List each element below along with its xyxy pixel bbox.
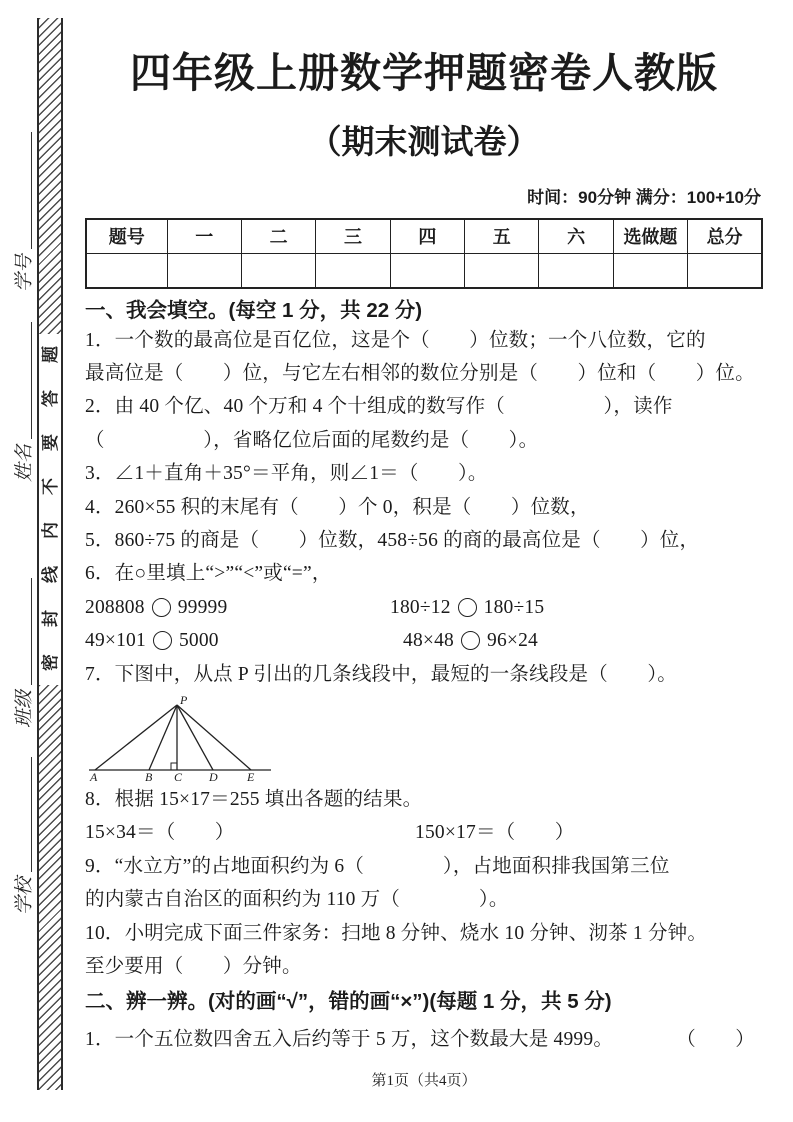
hatch-pattern-top bbox=[39, 18, 61, 334]
question-2-line-2: （ ），省略亿位后面的尾数约是（ ）。 bbox=[85, 429, 539, 451]
score-col-1: 一 bbox=[167, 219, 241, 254]
seal-character: 封 bbox=[40, 610, 60, 627]
score-cell bbox=[465, 253, 539, 288]
question-3: 3．∠1＋直角＋35°＝平角，则∠1＝（ ）。 bbox=[85, 463, 488, 485]
class-label: 班级 bbox=[14, 689, 35, 728]
score-col-total: 总分 bbox=[688, 219, 762, 254]
point-label-a: A bbox=[90, 769, 98, 783]
question-10-line-2: 至少要用（ ）分钟。 bbox=[85, 956, 302, 977]
score-col-6: 六 bbox=[539, 219, 613, 254]
section-2-heading: 二、辨一辨。(对的画“√”，错的画“×”)(每题 1 分，共 5 分) bbox=[85, 990, 612, 1014]
score-cell bbox=[688, 253, 762, 288]
question-8-answer-right bbox=[415, 816, 574, 849]
question-8-answers-row bbox=[85, 816, 763, 849]
student-field-class bbox=[10, 578, 34, 728]
score-cell bbox=[613, 253, 687, 288]
score-cell bbox=[390, 253, 464, 288]
score-col-optional: 选做题 bbox=[613, 219, 687, 254]
comparison-left-value: 208808 bbox=[85, 596, 145, 618]
point-label-c: C bbox=[174, 769, 183, 783]
comparison-left-value: 48×48 bbox=[403, 630, 454, 652]
comparison-right-value: 96×24 bbox=[487, 630, 538, 652]
seal-character: 要 bbox=[40, 434, 60, 451]
seal-character: 不 bbox=[40, 478, 60, 495]
comparison-right-value: 99999 bbox=[177, 596, 228, 618]
seal-line-strip bbox=[37, 18, 63, 1090]
question-5: 5．860÷75 的商是（ ）位数，458÷56 的商的最高位是（ ）位， bbox=[85, 529, 700, 551]
score-col-2: 二 bbox=[241, 219, 315, 254]
question-8: 8．根据 15×17＝255 填出各题的结果。 bbox=[85, 788, 423, 810]
student-id-blank-line bbox=[27, 132, 32, 249]
score-col-4: 四 bbox=[390, 219, 464, 254]
question-8-answer-left bbox=[85, 816, 415, 849]
score-cell bbox=[241, 253, 315, 288]
name-blank-line bbox=[27, 322, 32, 439]
student-id-label: 学号 bbox=[14, 253, 35, 292]
name-label: 姓名 bbox=[14, 443, 35, 482]
student-field-name bbox=[10, 322, 34, 482]
comparison-circle-blank bbox=[152, 598, 171, 617]
exam-content bbox=[85, 0, 763, 1090]
section-2-question-1-text: 1．一个五位数四舍五入后约等于 5 万，这个数最大是 4999。 bbox=[85, 1029, 614, 1051]
section-1-heading: 一、我会填空。(每空 1 分，共 22 分) bbox=[85, 298, 423, 322]
question-8-answer-right-text: 150×17＝（ ） bbox=[415, 822, 575, 844]
question-10-line-1: 10．小明完成下面三件家务：扫地 8 分钟、烧水 10 分钟、沏茶 1 分钟。 bbox=[85, 922, 708, 944]
score-table bbox=[85, 218, 763, 289]
comparison-circle-blank bbox=[461, 631, 480, 650]
page-subtitle: （期末测试卷） bbox=[308, 123, 540, 161]
seal-character: 题 bbox=[40, 346, 60, 363]
comparison-circle-blank bbox=[153, 631, 172, 650]
comparison-item bbox=[403, 624, 538, 657]
comparison-row-1 bbox=[85, 591, 763, 624]
section-2-question-1-answer-blank: （ ） bbox=[676, 1029, 755, 1051]
seal-character: 内 bbox=[40, 522, 60, 539]
comparison-circle-blank bbox=[458, 598, 477, 617]
question-1-line-2: 最高位是（ ）位，与它左右相邻的数位分别是（ ）位和（ ）位。 bbox=[85, 362, 755, 384]
comparison-item bbox=[85, 624, 403, 657]
score-cell bbox=[167, 253, 241, 288]
question-7: 7．下图中，从点 P 引出的几条线段中，最短的一条线段是（ ）。 bbox=[85, 663, 677, 685]
score-col-5: 五 bbox=[465, 219, 539, 254]
score-cell bbox=[86, 253, 167, 288]
comparison-item bbox=[85, 591, 390, 624]
student-field-student-id bbox=[10, 132, 34, 292]
score-col-3: 三 bbox=[316, 219, 390, 254]
comparison-left-value: 49×101 bbox=[85, 630, 146, 652]
seal-character: 密 bbox=[40, 654, 60, 671]
comparison-right-value: 180÷15 bbox=[483, 596, 545, 618]
score-col-question-number: 题号 bbox=[86, 219, 167, 254]
section-2-question-1 bbox=[85, 1023, 763, 1056]
page-number-footer: 第1页（共4页） bbox=[371, 1072, 477, 1089]
page-title: 四年级上册数学押题密卷人教版 bbox=[130, 50, 718, 96]
seal-character: 线 bbox=[40, 566, 60, 583]
point-label-p: P bbox=[180, 692, 188, 707]
class-blank-line bbox=[27, 578, 32, 685]
question-6: 6．在○里填上“>”“<”或“=”， bbox=[85, 563, 332, 585]
comparison-right-value: 5000 bbox=[178, 630, 219, 652]
question-4: 4．260×55 积的末尾有（ ）个 0，积是（ ）位数， bbox=[85, 496, 590, 518]
score-cell bbox=[316, 253, 390, 288]
geometry-diagram bbox=[85, 693, 763, 783]
school-blank-line bbox=[27, 757, 32, 872]
score-table-empty-row bbox=[86, 253, 762, 288]
comparison-row-2 bbox=[85, 624, 763, 657]
student-field-school bbox=[10, 757, 34, 915]
question-9-line-2: 的内蒙古自治区的面积约为 110 万（ ）。 bbox=[85, 889, 509, 911]
comparison-item bbox=[390, 591, 544, 624]
seal-character: 答 bbox=[40, 390, 60, 407]
question-2-line-1: 2．由 40 个亿、40 个万和 4 个十组成的数写作（ ），读作 bbox=[85, 396, 673, 418]
question-8-answer-left-text: 15×34＝（ ） bbox=[85, 822, 235, 844]
exam-meta: 时间：90分钟 满分：100+10分 bbox=[527, 187, 761, 207]
seal-text-column bbox=[42, 334, 59, 685]
point-label-d: D bbox=[209, 769, 218, 783]
question-1-line-1: 1．一个数的最高位是百亿位，这是个（ ）位数；一个八位数，它的 bbox=[85, 329, 706, 351]
question-9-line-1: 9．“水立方”的占地面积约为 6（ ），占地面积排我国第三位 bbox=[85, 855, 670, 877]
score-cell bbox=[539, 253, 613, 288]
hatch-pattern-bottom bbox=[39, 685, 61, 1090]
score-table-header-row bbox=[86, 219, 762, 254]
point-label-e: E bbox=[247, 769, 255, 783]
school-label: 学校 bbox=[14, 876, 35, 915]
comparison-left-value: 180÷12 bbox=[390, 596, 451, 618]
point-label-b: B bbox=[145, 769, 153, 783]
